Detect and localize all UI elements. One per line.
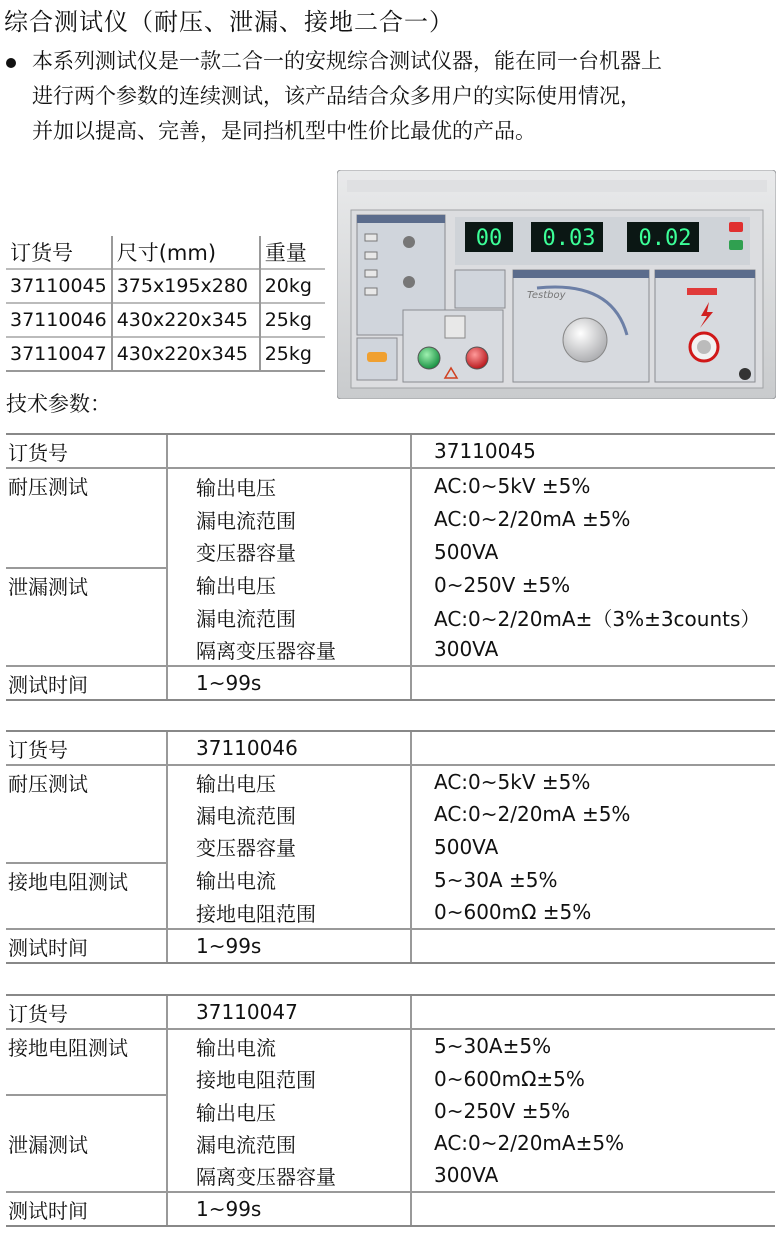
table-cell: 25kg	[260, 303, 325, 337]
param-value: AC:0~2/20mA ±5%	[411, 798, 775, 830]
param-value: AC:0~2/20mA±（3%±3counts）	[411, 601, 775, 633]
display-1: 00	[475, 226, 503, 251]
time-label: 测试时间	[6, 1192, 167, 1226]
param-label: 漏电流范围	[167, 1127, 411, 1159]
spec-heading: 技术参数：	[6, 392, 111, 416]
order-label: 订货号	[6, 995, 167, 1029]
table-row	[6, 503, 775, 535]
order-number: 37110047	[167, 995, 411, 1029]
table-cell: 37110045	[6, 269, 112, 303]
table-row	[6, 798, 775, 830]
table-cell	[6, 601, 167, 633]
table-cell	[6, 798, 167, 830]
page-title: 综合测试仪（耐压、泄漏、接地二合一）	[4, 8, 454, 36]
table-cell: 37110047	[6, 337, 112, 371]
param-label: 漏电流范围	[167, 503, 411, 535]
param-value: 0~600mΩ ±5%	[411, 896, 775, 929]
table-header-row	[6, 236, 325, 269]
table-cell	[6, 535, 167, 568]
param-label: 接地电阻范围	[167, 896, 411, 929]
bullet-icon	[6, 58, 16, 68]
param-value: 0~250V ±5%	[411, 568, 775, 601]
table-cell: 430x220x345	[112, 337, 260, 371]
table-row	[6, 434, 775, 468]
param-value: 300VA	[411, 633, 775, 666]
table-cell: 20kg	[260, 269, 325, 303]
table-cell	[6, 503, 167, 535]
param-label: 隔离变压器容量	[167, 1159, 411, 1192]
table-row	[6, 765, 775, 798]
spec-table-37110047	[6, 994, 775, 1227]
display-3: 0.02	[638, 226, 692, 251]
intro-line: 本系列测试仪是一款二合一的安规综合测试仪器，能在同一台机器上	[32, 49, 662, 73]
table-row	[6, 303, 325, 337]
table-row	[6, 731, 775, 765]
table-cell	[411, 731, 775, 765]
param-label: 输出电压	[167, 765, 411, 798]
group-label: 接地电阻测试	[6, 863, 167, 896]
header-cell: 重量	[260, 236, 325, 269]
table-row	[6, 337, 325, 371]
order-table	[6, 236, 325, 372]
group-label: 泄漏测试	[6, 1095, 167, 1192]
order-number: 37110046	[167, 731, 411, 765]
table-cell	[6, 633, 167, 666]
param-value: AC:0~2/20mA ±5%	[411, 503, 775, 535]
param-label: 变压器容量	[167, 535, 411, 568]
param-label: 输出电压	[167, 468, 411, 503]
table-cell	[6, 830, 167, 863]
param-value: AC:0~5kV ±5%	[411, 765, 775, 798]
table-cell	[411, 995, 775, 1029]
time-value: 1~99s	[167, 666, 411, 700]
table-cell: 430x220x345	[112, 303, 260, 337]
table-cell: 375x195x280	[112, 269, 260, 303]
param-label: 输出电流	[167, 1029, 411, 1062]
tester-device-image	[337, 170, 776, 399]
param-value: AC:0~5kV ±5%	[411, 468, 775, 503]
param-label: 变压器容量	[167, 830, 411, 863]
param-value: 500VA	[411, 535, 775, 568]
table-row	[6, 666, 775, 700]
brand-logo: Testboy	[527, 290, 566, 301]
table-cell	[411, 1192, 775, 1226]
intro-line: 进行两个参数的连续测试，该产品结合众多用户的实际使用情况，	[32, 84, 641, 108]
group-label: 耐压测试	[6, 468, 167, 503]
param-label: 漏电流范围	[167, 601, 411, 633]
table-cell: 25kg	[260, 337, 325, 371]
time-label: 测试时间	[6, 929, 167, 963]
order-number: 37110045	[411, 434, 775, 468]
param-label: 输出电压	[167, 1095, 411, 1127]
table-row	[6, 601, 775, 633]
table-cell	[411, 666, 775, 700]
display-2: 0.03	[542, 226, 596, 251]
param-value: 5~30A ±5%	[411, 863, 775, 896]
group-label: 接地电阻测试	[6, 1029, 167, 1062]
param-value: 300VA	[411, 1159, 775, 1192]
table-cell	[6, 896, 167, 929]
time-value: 1~99s	[167, 1192, 411, 1226]
param-value: 5~30A±5%	[411, 1029, 775, 1062]
param-value: 0~600mΩ±5%	[411, 1062, 775, 1095]
table-row	[6, 468, 775, 503]
table-cell	[411, 929, 775, 963]
param-value: 0~250V ±5%	[411, 1095, 775, 1127]
group-label: 耐压测试	[6, 765, 167, 798]
table-row	[6, 535, 775, 568]
table-cell	[6, 1062, 167, 1095]
order-label: 订货号	[6, 731, 167, 765]
table-cell: 37110046	[6, 303, 112, 337]
table-row	[6, 269, 325, 303]
intro-line: 并加以提高、完善，是同挡机型中性价比最优的产品。	[32, 119, 536, 143]
table-row	[6, 995, 775, 1029]
header-cell: 尺寸(mm)	[112, 236, 260, 269]
param-label: 接地电阻范围	[167, 1062, 411, 1095]
table-cell	[167, 434, 411, 468]
spec-table-37110046	[6, 730, 775, 964]
table-row	[6, 633, 775, 666]
table-row	[6, 1095, 775, 1127]
table-row	[6, 830, 775, 863]
param-value: 500VA	[411, 830, 775, 863]
order-label: 订货号	[6, 434, 167, 468]
spec-table-37110045	[6, 433, 775, 701]
param-value: AC:0~2/20mA±5%	[411, 1127, 775, 1159]
group-label: 泄漏测试	[6, 568, 167, 601]
table-row	[6, 896, 775, 929]
table-row	[6, 568, 775, 601]
table-row	[6, 1062, 775, 1095]
table-row	[6, 863, 775, 896]
time-value: 1~99s	[167, 929, 411, 963]
table-row	[6, 929, 775, 963]
param-label: 漏电流范围	[167, 798, 411, 830]
intro-paragraph	[6, 44, 662, 149]
table-row	[6, 1192, 775, 1226]
param-label: 输出电流	[167, 863, 411, 896]
time-label: 测试时间	[6, 666, 167, 700]
table-row	[6, 1029, 775, 1062]
header-cell: 订货号	[10, 241, 73, 265]
param-label: 隔离变压器容量	[167, 633, 411, 666]
param-label: 输出电压	[167, 568, 411, 601]
